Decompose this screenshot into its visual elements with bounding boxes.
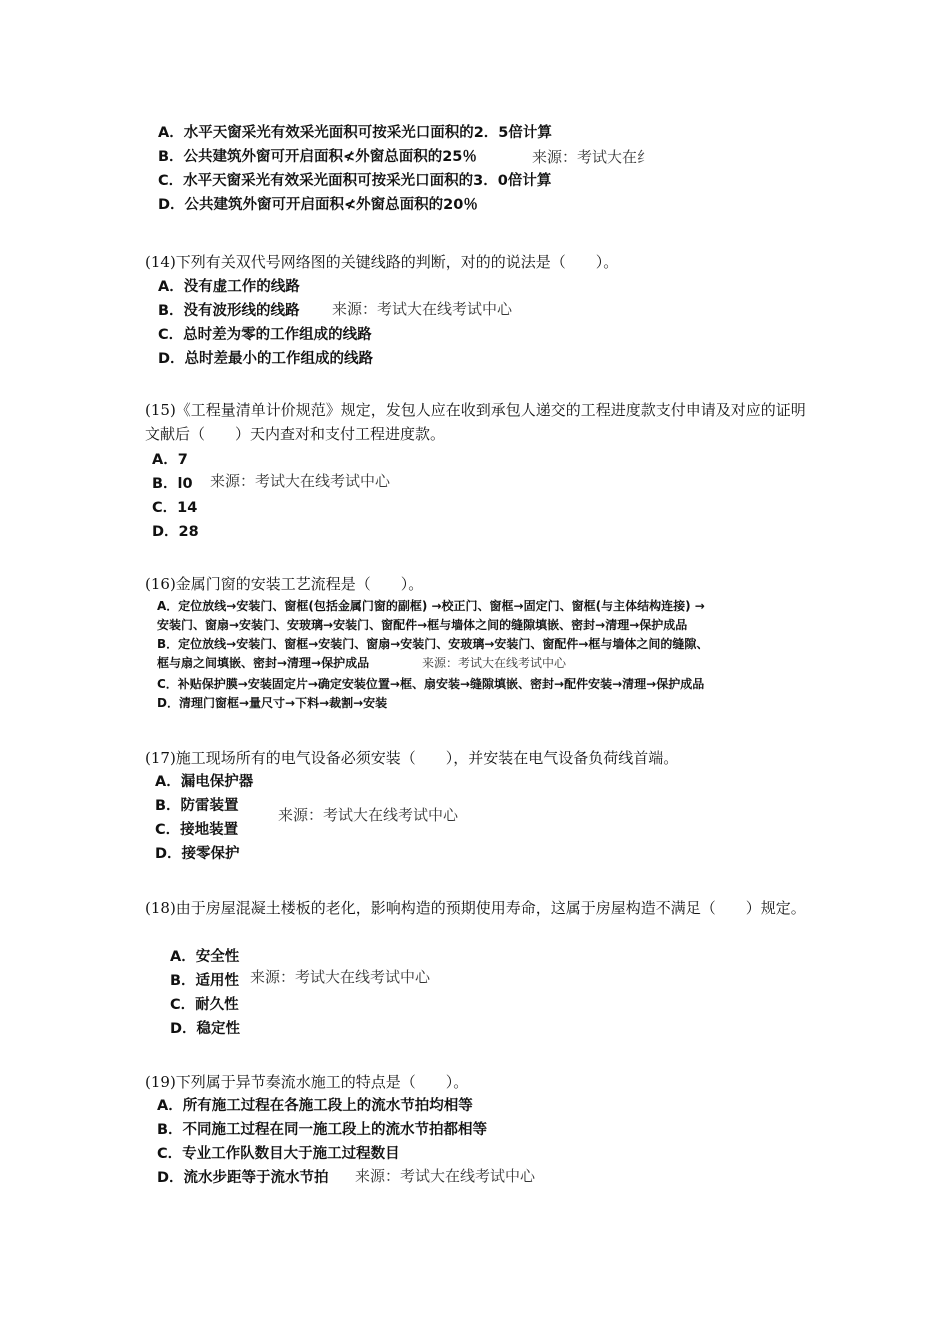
- q16-option-b: B．定位放线→安装门、窗框→安装门、窗扇→安装门、安玻璃→安装门、窗配件→框与墙体之间的缝隙、: [157, 637, 709, 651]
- q16-option-a: A．定位放线→安装门、窗框(包括金属门窗的副框) →校正门、窗框→固定门、窗框(与主体结构连接) →: [157, 599, 705, 613]
- q15-option-a: A．7: [152, 452, 188, 468]
- q13-option-c: C．水平天窗采光有效采光面积可按采光口面积的3．0倍计算: [158, 173, 552, 189]
- q16-source-watermark: 来源：考试大在线考试中心: [422, 656, 567, 670]
- q16-option-a-cont: 安装门、窗扇→安装门、安玻璃→安装门、窗配件→框与墙体之间的缝隙填嵌、密封→清理→保护成品: [157, 618, 688, 632]
- q14-option-a: A．没有虚工作的线路: [158, 279, 300, 295]
- q13-option-b: B．公共建筑外窗可开启面积≮外窗总面积的25％: [158, 149, 477, 165]
- q19-option-a: A．所有施工过程在各施工段上的流水节拍均相等: [157, 1098, 473, 1114]
- q19-option-c: C．专业工作队数目大于施工过程数目: [157, 1146, 400, 1162]
- q14-question: (14)下列有关双代号网络图的关键线路的判断，对的的说法是（ ）。: [145, 253, 619, 271]
- q18-source-watermark: 来源：考试大在线考试中心: [250, 968, 431, 986]
- q17-option-c: C．接地装置: [155, 822, 239, 838]
- q14-source-watermark: 来源：考试大在线考试中心: [332, 300, 513, 318]
- q15-option-c: C．14: [152, 500, 198, 516]
- q16-option-b-cont: 框与扇之间填嵌、密封→清理→保护成品: [157, 656, 370, 670]
- q18-option-b: B．适用性: [170, 973, 240, 989]
- q13-source-watermark: 来源：考试大在纟: [532, 148, 653, 166]
- q18-option-d: D．稳定性: [170, 1021, 241, 1037]
- q19-option-d: D．流水步距等于流水节拍: [157, 1170, 329, 1186]
- q15-option-b: B．l0: [152, 476, 193, 492]
- q17-option-a: A．漏电保护器: [155, 774, 254, 790]
- q17-option-d: D．接零保护: [155, 846, 240, 862]
- q18-option-c: C．耐久性: [170, 997, 239, 1013]
- q15-source-watermark: 来源：考试大在线考试中心: [210, 472, 391, 490]
- q14-option-c: C．总时差为零的工作组成的线路: [158, 327, 372, 343]
- q18-question: (18)由于房屋混凝土楼板的老化，影响构造的预期使用寿命，这属于房屋构造不满足（ ）规定。: [145, 899, 806, 917]
- q17-option-b: B．防雷装置: [155, 798, 239, 814]
- q19-question: (19)下列属于异节奏流水施工的特点是（ ）。: [145, 1073, 469, 1091]
- q16-option-d: D．清理门窗框→量尺寸→下料→裁割→安装: [157, 696, 388, 710]
- q13-option-a: A．水平天窗采光有效采光面积可按采光口面积的2．5倍计算: [158, 125, 552, 141]
- q16-question: (16)金属门窗的安装工艺流程是（ ）。: [145, 575, 424, 593]
- q15-question: (15)《工程量清单计价规范》规定，发包人应在收到承包人递交的工程进度款支付申请及对应的证明文献后（ ）天内查对和支付工程进度款。: [145, 401, 806, 443]
- q13-option-d: D．公共建筑外窗可开启面积≮外窗总面积的20％: [158, 197, 478, 213]
- q14-option-b: B．没有波形线的线路: [158, 303, 300, 319]
- q19-option-b: B．不同施工过程在同一施工段上的流水节拍都相等: [157, 1122, 488, 1138]
- q15-option-d: D．28: [152, 524, 199, 540]
- q16-option-c: C．补贴保护膜→安装固定片→确定安装位置→框、扇安装→缝隙填嵌、密封→配件安装→清理→保护成品: [157, 677, 705, 691]
- q18-option-a: A．安全性: [170, 949, 240, 965]
- q17-question: (17)施工现场所有的电气设备必须安装（ ），并安装在电气设备负荷线首端。: [145, 749, 679, 767]
- q19-source-watermark: 来源：考试大在线考试中心: [355, 1167, 536, 1185]
- q14-option-d: D．总时差最小的工作组成的线路: [158, 351, 374, 367]
- q17-source-watermark: 来源：考试大在线考试中心: [278, 806, 459, 824]
